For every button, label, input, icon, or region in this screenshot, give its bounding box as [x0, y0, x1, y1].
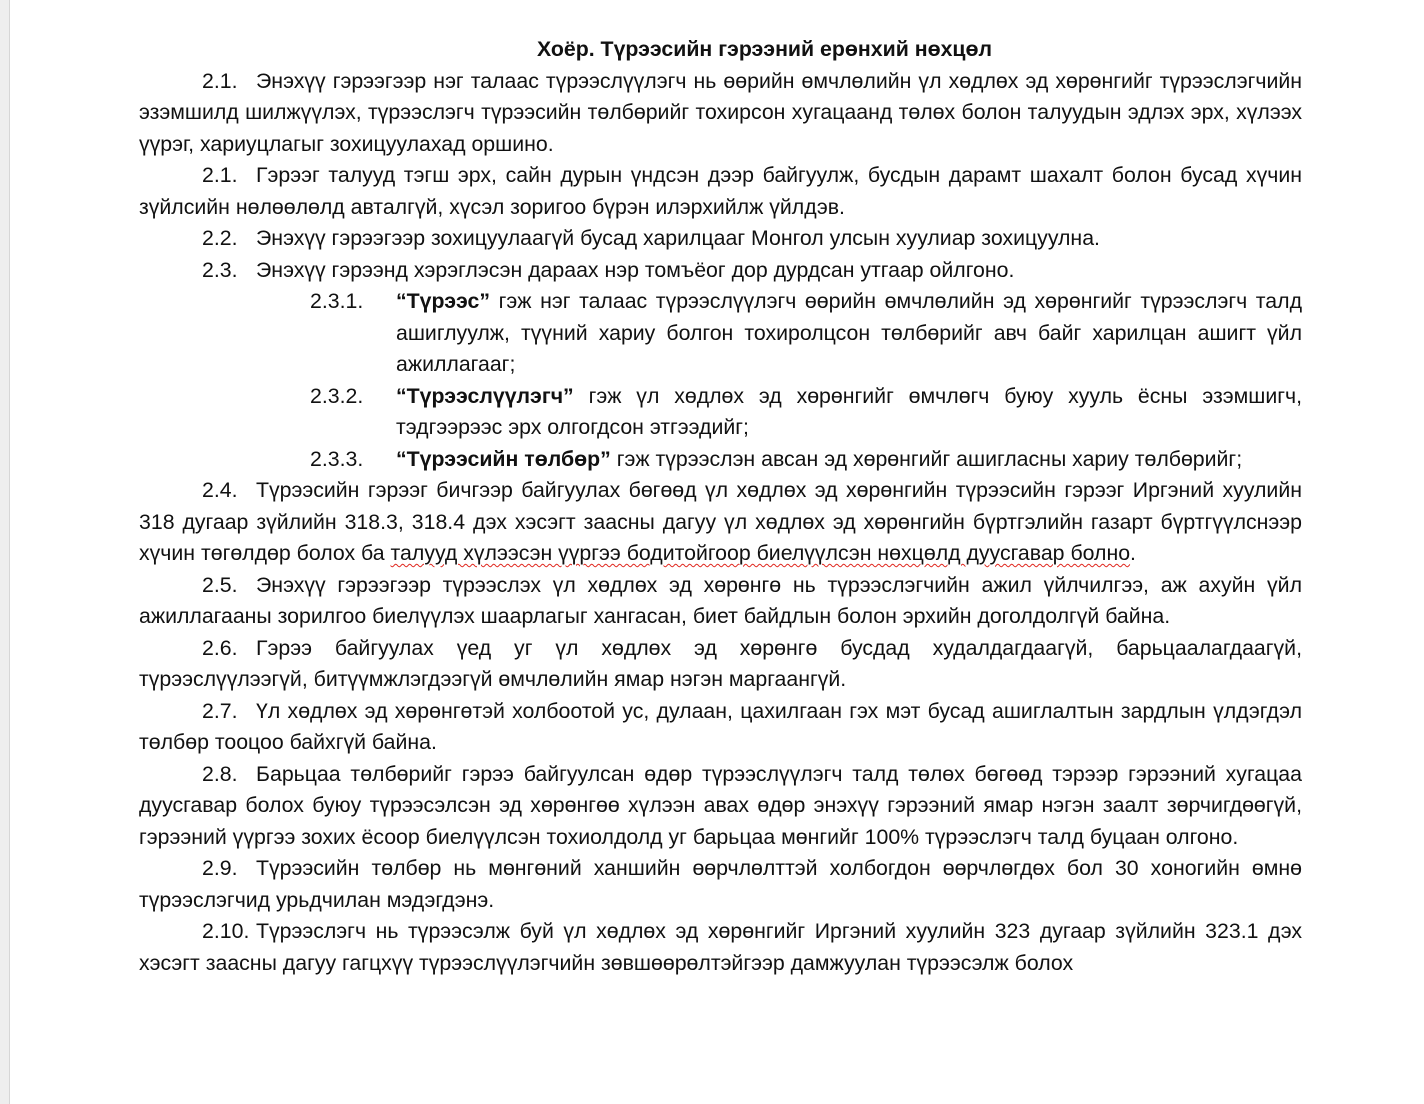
- subclause-number: 2.3.2.: [310, 383, 364, 408]
- paragraph-2-9: [139, 853, 1302, 916]
- clause-number: 2.7.: [202, 698, 238, 723]
- clause-number: 2.3.: [202, 257, 238, 282]
- subclause-text: гэж нэг талаас түрээслүүлэгч өөрийн өмчлөлийн эд хөрөнгийг түрээслэгч талд ашиглуулж, түүний хариу болгон тохиролцсон төлбөрийг авч байг харилцан ашигт үйл ажиллагааг;: [396, 289, 1302, 376]
- clause-number: 2.2.: [202, 226, 238, 250]
- subclause-text: гэж үл хөдлөх эд хөрөнгийг өмчлөгч буюу хууль ёсны эзэмшигч, тэдгээрээс эрх олгогдсон этгээдийг;: [396, 383, 1302, 439]
- defined-term: “Түрээс”: [396, 289, 490, 313]
- subclause-2-3-2: [139, 381, 1302, 444]
- clause-end: .: [1130, 541, 1136, 565]
- defined-term: “Түрээсийн төлбөр”: [396, 446, 611, 471]
- clause-text: Үл хөдлөх эд хөрөнгөтэй холбоотой ус, дулаан, цахилгаан гэх мэт бусад ашиглалтын зардлын үлдэгдэл төлбөр тооцоо байхгүй байна.: [139, 698, 1302, 754]
- paragraph-2-4: [139, 475, 1302, 570]
- window-left-edge: [0, 0, 10, 1104]
- paragraph-2-5: [139, 570, 1302, 633]
- paragraph-2-8: [139, 759, 1302, 854]
- clause-number: 2.10.: [202, 919, 250, 943]
- subclause-2-3-3: [139, 444, 1302, 476]
- document-page: [139, 34, 1302, 979]
- clause-text: Энэхүү гэрээгээр нэг талаас түрээслүүлэгч нь өөрийн өмчлөлийн үл хөдлөх эд хөрөнгийг түрээслэгчийн эзэмшилд шилжүүлэх, түрээслэгч түрээсийн төлбөрийг тохирсон хугацаанд төлөх болон талуудын эдлэх эрх, хүлээх үүрэг, хариуцлагыг зохицуулахад оршино.: [139, 68, 1302, 156]
- clause-text: Гэрээ байгуулах үед уг үл хөдлөх эд хөрөнгө бусдад худалдагдаагүй, барьцаалагдаагүй, түрээслүүлээгүй, битүүмжлэгдээгүй өмчлөлийн ямар нэгэн маргаангүй.: [139, 635, 1302, 691]
- clause-number: 2.1.: [202, 163, 238, 187]
- clause-number: 2.4.: [202, 478, 238, 502]
- paragraph-2-10: [139, 916, 1302, 979]
- paragraph-2-6: [139, 633, 1302, 696]
- paragraph-2-3: [139, 255, 1302, 287]
- clause-text: Энэхүү гэрээгээр түрээслэх үл хөдлөх эд хөрөнгө нь түрээслэгчийн ажил үйлчилгээ, аж ахуйн үйл ажиллагааны зорилгоо биелүүлэх шаарлагыг хангасан, биет байдлын болон эрхийн доголдолгүй байна.: [139, 572, 1302, 628]
- paragraph-2-2: [139, 223, 1302, 255]
- paragraph-2-1-a: [139, 66, 1302, 161]
- clause-text: Түрээсийн гэрээг бичгээр байгуулах бөгөөд үл хөдлөх эд хөрөнгийн түрээсийн гэрээг Иргэний хуулийн 318 дугаар зүйлийн 318.3, 318.4 дэх хэсэгт заасны дагуу үл хөдлөх эд хөрөнгийн бүртгэлийн газарт бүртгүүлснээр хүчин төгөлдөр болох ба: [139, 478, 1302, 565]
- clause-number: 2.9.: [202, 856, 238, 880]
- clause-text: Гэрээг талууд тэгш эрх, сайн дурын үндсэн дээр байгуулж, бусдын дарамт шахалт болон бусад хүчин зүйлсийн нөлөөлөлд авталгүй, хүсэл зоригоо бүрэн илэрхийлж үйлдэв.: [139, 163, 1302, 219]
- clause-number: 2.5.: [202, 572, 238, 597]
- section-title: Хоёр. Түрээсийн гэрээний ерөнхий нөхцөл: [536, 37, 993, 61]
- clause-number: 2.8.: [202, 761, 238, 786]
- subclause-2-3-1: [139, 286, 1302, 381]
- clause-text: Энэхүү гэрээнд хэрэглэсэн дараах нэр томъёог дор дурдсан утгаар ойлгоно.: [256, 257, 1015, 282]
- paragraph-2-1-b: [139, 160, 1302, 223]
- clause-text: Барьцаа төлбөрийг гэрээ байгуулсан өдөр түрээслүүлэгч талд төлөх бөгөөд тэрээр гэрээний хугацаа дуусгавар болох буюу түрээсэлсэн эд хөрөнгөө хүлээн авах өдөр энэхүү гэрээний ямар нэгэн заалт зөрчигдөөгүй, гэрээний үүргээ зохих ёсоор биелүүлсэн тохиолдолд уг барьцаа мөнгийг 100% түрээслэгч талд буцаан олгоно.: [139, 761, 1302, 849]
- subclause-number: 2.3.1.: [310, 289, 364, 313]
- clause-number: 2.6.: [202, 635, 238, 660]
- clause-text: Энэхүү гэрээгээр зохицуулаагүй бусад харилцааг Монгол улсын хуулиар зохицуулна.: [256, 226, 1100, 250]
- clause-text: Түрээсийн төлбөр нь мөнгөний ханшийн өөрчлөлттэй холбогдон өөрчлөгдөх бол 30 хоногийн өмнө түрээслэгчид урьдчилан мэдэгдэнэ.: [139, 856, 1302, 912]
- clause-number: 2.1.: [202, 68, 238, 93]
- defined-term: “Түрээслүүлэгч”: [396, 383, 574, 408]
- paragraph-2-7: [139, 696, 1302, 759]
- subclause-text: гэж түрээслэн авсан эд хөрөнгийг ашигласны хариу төлбөрийг;: [610, 446, 1243, 471]
- spellcheck-flagged-text[interactable]: талууд хүлээсэн үүргээ бодитойгоор биелүүлсэн нөхцөлд дуусгавар болно: [390, 541, 1131, 565]
- clause-text: Түрээслэгч нь түрээсэлж буй үл хөдлөх эд хөрөнгийг Иргэний хуулийн 323 дугаар зүйлийн 323.1 дэх хэсэгт заасны дагуу гагцхүү түрээслүүлэгчийн зөвшөөрөлтэйгээр дамжуулан түрээсэлж болох: [139, 919, 1302, 975]
- subclause-number: 2.3.3.: [310, 446, 364, 471]
